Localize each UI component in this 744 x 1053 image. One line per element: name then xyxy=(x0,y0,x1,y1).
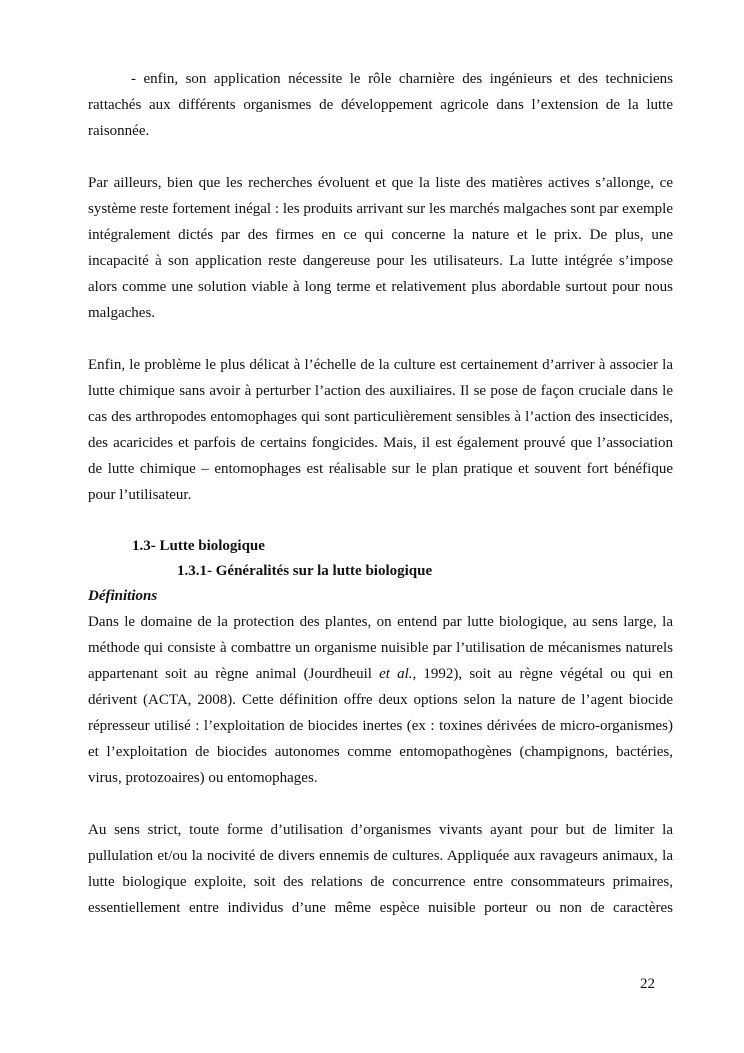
text-line: lutte biologique exploite, soit des relations de concurrence entre consommateurs primaires, xyxy=(88,874,673,890)
text-line: système reste fortement inégal : les produits arrivant sur les marchés malgaches sont par exemple xyxy=(88,201,673,217)
text-line: - enfin, son application nécessite le rôle charnière des ingénieurs et des techniciens xyxy=(131,71,673,87)
text-line xyxy=(88,661,673,687)
text-line: alors comme une solution viable à long terme et relativement plus abordable surtout pour nous xyxy=(88,279,673,295)
paragraph-4 xyxy=(88,609,673,791)
text-line: méthode qui consiste à combattre un organisme nuisible par l’utilisation de mécanismes naturels xyxy=(88,640,673,656)
text-line: essentiellement entre individus d’une même espèce nuisible porteur ou non de caractères xyxy=(88,900,673,916)
text-span: 1992), soit au règne végétal ou qui en xyxy=(416,666,673,682)
text-line: et l’exploitation de biocides autonomes comme entomopathogènes (champignons, bactéries, xyxy=(88,744,673,760)
section-heading: 1.3- Lutte biologique xyxy=(132,538,265,554)
text-line: de lutte chimique – entomophages est réalisable sur le plan pratique et souvent fort bénéfique xyxy=(88,461,673,477)
paragraph-2 xyxy=(88,170,673,326)
text-line: Dans le domaine de la protection des plantes, on entend par lutte biologique, au sens large, la xyxy=(88,614,673,630)
text-line: pour l’utilisateur. xyxy=(88,487,192,503)
text-line: des acaricides et parfois de certains fongicides. Mais, il est également prouvé que l’association xyxy=(88,435,673,451)
paragraph-1 xyxy=(88,66,673,144)
text-line: raisonnée. xyxy=(88,123,150,139)
paragraph-5 xyxy=(88,817,673,921)
page-number: 22 xyxy=(640,976,655,992)
definitions-label: Définitions xyxy=(88,588,158,604)
text-line: malgaches. xyxy=(88,305,156,321)
text-line: incapacité à son application reste dangereuse pour les utilisateurs. La lutte intégrée s’impose xyxy=(88,253,673,269)
text-line: cas des arthropodes entomophages qui sont particulièrement sensibles à l’action des insecticides, xyxy=(88,409,673,425)
text-line: pullulation et/ou la nocivité de divers ennemis de cultures. Appliquée aux ravageurs animaux, la xyxy=(88,848,673,864)
paragraph-3 xyxy=(88,352,673,508)
text-line: Par ailleurs, bien que les recherches évoluent et que la liste des matières actives s’allonge, ce xyxy=(88,175,673,191)
text-line: dérivent (ACTA, 2008). Cette définition offre deux options selon la nature de l’agent biocide xyxy=(88,692,673,708)
text-line: intégralement dictés par des firmes en ce qui concerne la nature et le prix. De plus, une xyxy=(88,227,673,243)
text-line: Au sens strict, toute forme d’utilisation d’organismes vivants ayant pour but de limiter la xyxy=(88,822,673,838)
text-line: Enfin, le problème le plus délicat à l’échelle de la culture est certainement d’arriver à associer la xyxy=(88,357,673,373)
text-span: appartenant soit au règne animal (Jourdheuil xyxy=(88,666,380,682)
page-body xyxy=(88,66,673,921)
text-line: rattachés aux différents organismes de développement agricole dans l’extension de la lutte xyxy=(88,97,673,113)
text-line: virus, protozoaires) ou entomophages. xyxy=(88,770,318,786)
text-line: lutte chimique sans avoir à perturber l’action des auxiliaires. Il se pose de façon cruciale dans le xyxy=(88,383,673,399)
subsection-heading: 1.3.1- Généralités sur la lutte biologique xyxy=(177,563,433,579)
text-line: répresseur utilisé : l’exploitation de biocides inertes (ex : toxines dérivées de micro-organismes) xyxy=(88,718,673,734)
citation-et-al: et al., xyxy=(379,666,417,682)
